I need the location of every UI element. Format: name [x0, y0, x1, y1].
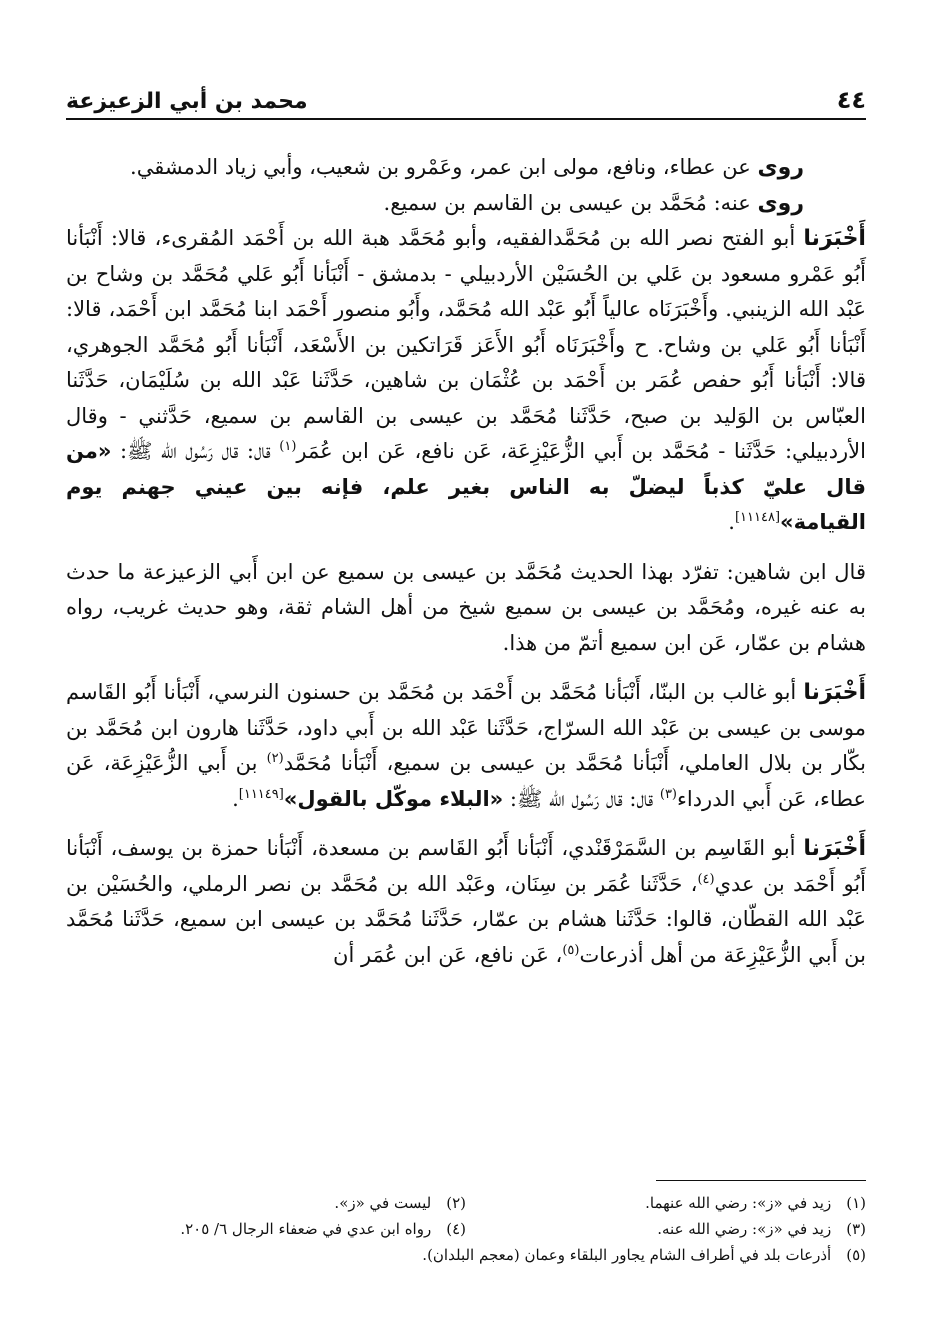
footnote-ref-1: (١)	[279, 439, 297, 454]
footnote-ref-4: (٤)	[697, 871, 715, 887]
footnote-text: رواه ابن عدي في ضعفاء الرجال ٦/ ٢٠٥.	[180, 1220, 432, 1238]
lead-word: روى	[757, 190, 804, 216]
isnad-text: بن أَبي الزُّعَيْزِعَة، عَن عطاء، عَن أَبي الدرداء	[66, 751, 866, 811]
isnad-text: قال: قال رَسُول الله ﷺ:	[120, 439, 271, 463]
footnote-separator	[656, 1180, 866, 1181]
narrated-by-line	[66, 186, 866, 222]
lead-word: أَخْبَرَنا	[803, 836, 866, 861]
footnote-number: (١)	[846, 1194, 866, 1212]
footnote-5	[66, 1242, 866, 1268]
isnad-text: قال: قال رَسُول الله ﷺ:	[509, 786, 654, 811]
footnote-text: أذرعات بلد في أطراف الشام يجاور البلقاء وعمان (معجم البلدان).	[422, 1246, 832, 1264]
isnad-text: ، حَدَّثَنا عُمَر بن سِنَان، وعَبْد الله بن مُحَمَّد بن نصر الرملي، والحُسَيْن بن عَبْد الله القطّان، قالوا: حَدَّثَنا هشام بن عمّار، حَدَّثَنا مُحَمَّد بن عيسى ابن سميع، حَدَّثَنا مُحَمَّد بن أَبي الزُّعَيْزِعَة من أهل أذرعات	[66, 871, 866, 967]
isnad-text: ، عَن نافع، عَن ابن عُمَر أن	[333, 942, 563, 967]
footnote-2	[66, 1190, 466, 1216]
isnad-text: أبو غالب بن البنّا، أَنْبَأنا مُحَمَّد بن أَحْمَد بن مُحَمَّد بن حسنون النرسي، أَنْبَأنا أَبُو القَاسم موسى بن عيسى بن عَبْد الله السرّاج، حَدَّثَنا عَبْد الله بن أَبي داود، حَدَّثَنا هارون ابن مُحَمَّد بن بكّار بن بلال العاملي، أَنْبَأنا مُحَمَّد بن عيسى بن سميع، أَنْبَأنا مُحَمَّد	[66, 680, 866, 775]
page-header	[66, 78, 866, 120]
footnote-3	[466, 1216, 866, 1242]
footnote-ref-2: (٢)	[266, 751, 284, 766]
hadith-text: «من قال عليّ كذباً ليضلّ به الناس بغير علم، فإنه بين عيني جهنم يوم القيامة»	[66, 439, 866, 534]
footnote-row	[66, 1242, 866, 1268]
footnote-number: (٥)	[846, 1246, 866, 1264]
footnote-text: زيد في «ز»: رضي الله عنه.	[657, 1220, 832, 1238]
isnad-paragraph-2	[66, 675, 866, 817]
footnote-text: زيد في «ز»: رضي الله عنهما.	[645, 1194, 832, 1212]
hadith-number: [١١١٤٩]	[238, 786, 284, 802]
full-stop: .	[728, 510, 735, 534]
lead-word: روى	[757, 155, 804, 180]
footnote-number: (٤)	[446, 1220, 466, 1238]
lead-word: أَخْبَرَنا	[803, 680, 866, 705]
isnad-text: أبو الفتح نصر الله بن مُحَمَّدالفقيه، وأبو مُحَمَّد هبة الله بن أَحْمَد المُقرىء، قالا: أَنْبَأنا أَبُو عَمْرو مسعود بن عَلي بن الحُسَيْن الأردبيلي - بدمشق - أَنْبَأنا أَبُو عَلي مُحَمَّد بن وشاح بن عَبْد الله الزينبي. وأَخْبَرَنَاه عالياً أَبُو عَبْد الله مُحَمَّد، وأَبُو منصور أَحْمَد ابنا مُحَمَّد ابن أَحْمَد، قالا: أَنْبَأنا أَبُو عَلي بن وشاح. ح وأَخْبَرَنَاه أَبُو الأَعَز قَرَاتكين بن الأَسْعَد، أَنْبَأنا أَبُو مُحَمَّد الجوهري، قالا: أَنْبَأنا أَبُو حفص عُمَر بن أَحْمَد بن عُثْمَان بن شاهين، حَدَّثَنا عَبْد الله بن سُلَيْمَان، حَدَّثَنا العبّاس بن الوَليد بن صبح، حَدَّثَنا مُحَمَّد بن عيسى بن القاسم بن سميع، حَدَّثني - وقال الأردبيلي: حَدَّثَنا - مُحَمَّد بن أَبي الزُّعَيْزِعَة، عَن نافع، عَن ابن عُمَر	[66, 226, 866, 463]
narrated-by-text: عنه: مُحَمَّد بن عيسى بن القاسم بن سميع.	[383, 190, 751, 215]
isnad-paragraph-3	[66, 831, 866, 973]
narrated-from-line	[66, 150, 866, 186]
page-number: ٤٤	[836, 86, 866, 114]
isnad-paragraph-1	[66, 221, 866, 541]
footnotes	[66, 1190, 866, 1268]
narrated-from-text: عن عطاء، ونافع، مولى ابن عمر، وعَمْرو بن شعيب، وأبي زياد الدمشقي.	[130, 155, 751, 179]
footnote-text: ليست في «ز».	[334, 1194, 432, 1212]
commentary-text: قال ابن شاهين: تفرّد بهذا الحديث مُحَمَّد بن عيسى بن سميع عن ابن أَبي الزعيزعة ما حدث به عنه غيره، ومُحَمَّد بن عيسى بن سميع شيخ من أهل الشام ثقة، وهو حديث غريب، رواه هشام بن عمّار، عَن ابن سميع أتمّ من هذا.	[66, 559, 866, 655]
running-title: محمد بن أبي الزعيزعة	[66, 89, 308, 114]
footnote-number: (٢)	[446, 1194, 466, 1212]
footnote-row	[66, 1216, 866, 1242]
footnote-ref-5: (٥)	[562, 942, 580, 958]
hadith-text: «البلاء موكّل بالقول»	[283, 786, 504, 811]
main-text	[66, 150, 866, 987]
full-stop: .	[232, 786, 239, 811]
isnad-text: أبو القَاسِم بن السَّمَرْقَنْدي، أَنْبَأنا أَبُو القَاسم بن مسعدة، أَنْبَأنا حمزة بن يوسف، أَنْبَأنا أَبُو أَحْمَد بن عدي	[66, 836, 866, 896]
lead-word: أَخْبَرَنا	[803, 226, 866, 251]
footnote-ref-3: (٣)	[659, 786, 677, 802]
footnote-row	[66, 1190, 866, 1216]
hadith-number: [١١١٤٨]	[734, 510, 781, 525]
footnote-1	[466, 1190, 866, 1216]
commentary-paragraph	[66, 555, 866, 662]
footnote-4	[66, 1216, 466, 1242]
footnote-number: (٣)	[846, 1220, 866, 1238]
